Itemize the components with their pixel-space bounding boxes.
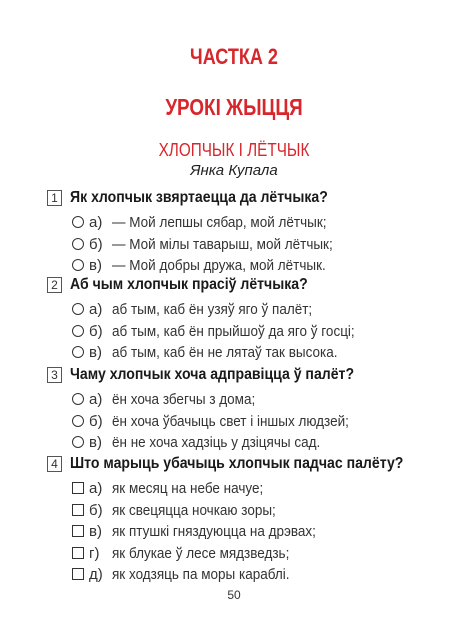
radio-circle-icon[interactable] (72, 216, 84, 228)
answer-text: аб тым, каб ён прыйшоў да яго ў госці; (112, 322, 355, 340)
question-2 (47, 274, 447, 363)
question-number: 1 (47, 190, 62, 206)
answer-text: ён хоча збегчы з дома; (112, 391, 256, 408)
checkbox-square-icon[interactable] (72, 482, 84, 494)
question-4 (47, 453, 447, 585)
answer-letter: в) (89, 257, 102, 274)
radio-circle-icon[interactable] (72, 436, 84, 448)
answer-list (71, 477, 447, 585)
question-text: Як хлопчык звяртаецца да лётчыка? (70, 189, 328, 206)
question-3 (47, 364, 447, 453)
part-title: ЧАСТКА 2 (190, 44, 278, 69)
radio-circle-icon[interactable] (72, 415, 84, 427)
answer-letter: г) (89, 544, 100, 562)
answer-list (71, 211, 447, 276)
answer-option[interactable] (71, 410, 447, 432)
checkbox-square-icon[interactable] (72, 504, 84, 516)
answer-letter: в) (89, 523, 102, 540)
answer-text: — Мой мілы таварыш, мой лётчык; (112, 235, 333, 253)
answer-text: як ходзяць па моры караблі. (112, 566, 290, 583)
answer-text: — Мой лепшы сябар, мой лётчык; (112, 214, 327, 231)
question-text: Чаму хлопчык хоча адправіцца ў палёт? (70, 366, 355, 383)
checkbox-square-icon[interactable] (72, 547, 84, 559)
answer-letter: а) (89, 480, 103, 497)
answer-option[interactable] (71, 320, 447, 342)
answer-option[interactable] (71, 499, 447, 521)
question-text: Аб чым хлопчык прасіў лётчыка? (70, 276, 308, 293)
question-header (47, 274, 447, 298)
answer-option[interactable] (71, 211, 447, 233)
radio-circle-icon[interactable] (72, 346, 84, 358)
answer-text: аб тым, каб ён узяў яго ў палёт; (112, 301, 313, 318)
radio-circle-icon[interactable] (72, 325, 84, 337)
answer-letter: б) (89, 501, 103, 519)
answer-text: як свецяцца ночкаю зоры; (112, 501, 276, 519)
page-number: 50 (227, 588, 241, 602)
answer-text: ён хоча ўбачыць свет і іншых людзей; (112, 412, 349, 430)
checkbox-square-icon[interactable] (72, 568, 84, 580)
answer-letter: б) (89, 412, 103, 430)
answer-letter: в) (89, 344, 102, 361)
answer-text: як месяц на небе начуе; (112, 480, 264, 497)
checkbox-square-icon[interactable] (72, 525, 84, 537)
answer-option[interactable] (71, 233, 447, 255)
radio-circle-icon[interactable] (72, 259, 84, 271)
story-title: ХЛОПЧЫК І ЛЁТЧЫК (158, 140, 310, 160)
question-header (47, 187, 447, 211)
answer-text: ён не хоча хадзіць у дзіцячы сад. (112, 434, 321, 451)
answer-list (71, 388, 447, 453)
section-title: УРОКІ ЖЫЦЦЯ (165, 94, 303, 120)
question-number: 4 (47, 456, 62, 472)
question-header (47, 364, 447, 388)
question-1 (47, 187, 447, 276)
answer-text: як блукае ў лесе мядзведзь; (112, 544, 290, 562)
answer-option[interactable] (71, 477, 447, 499)
answer-letter: а) (89, 301, 103, 318)
answer-list (71, 298, 447, 363)
answer-letter: в) (89, 434, 102, 451)
answer-option[interactable] (71, 298, 447, 320)
question-header (47, 453, 447, 477)
answer-text: як птушкі гняздуюцца на дрэвах; (112, 523, 316, 540)
radio-circle-icon[interactable] (72, 303, 84, 315)
radio-circle-icon[interactable] (72, 393, 84, 405)
question-text: Што марыць убачыць хлопчык падчас палёту? (70, 455, 404, 472)
answer-letter: а) (89, 214, 103, 231)
answer-option[interactable] (71, 520, 447, 542)
answer-letter: б) (89, 235, 103, 253)
radio-circle-icon[interactable] (72, 238, 84, 250)
answer-text: — Мой добры дружа, мой лётчык. (112, 257, 326, 274)
question-number: 3 (47, 367, 62, 383)
story-author: Янка Купала (190, 162, 278, 179)
answer-text: аб тым, каб ён не лятаў так высока. (112, 344, 338, 361)
answer-letter: а) (89, 391, 103, 408)
answer-option[interactable] (71, 542, 447, 564)
answer-letter: д) (89, 566, 103, 583)
answer-option[interactable] (71, 563, 447, 585)
question-number: 2 (47, 277, 62, 293)
answer-option[interactable] (71, 431, 447, 453)
answer-option[interactable] (71, 388, 447, 410)
answer-letter: б) (89, 322, 103, 340)
answer-option[interactable] (71, 254, 447, 276)
answer-option[interactable] (71, 341, 447, 363)
